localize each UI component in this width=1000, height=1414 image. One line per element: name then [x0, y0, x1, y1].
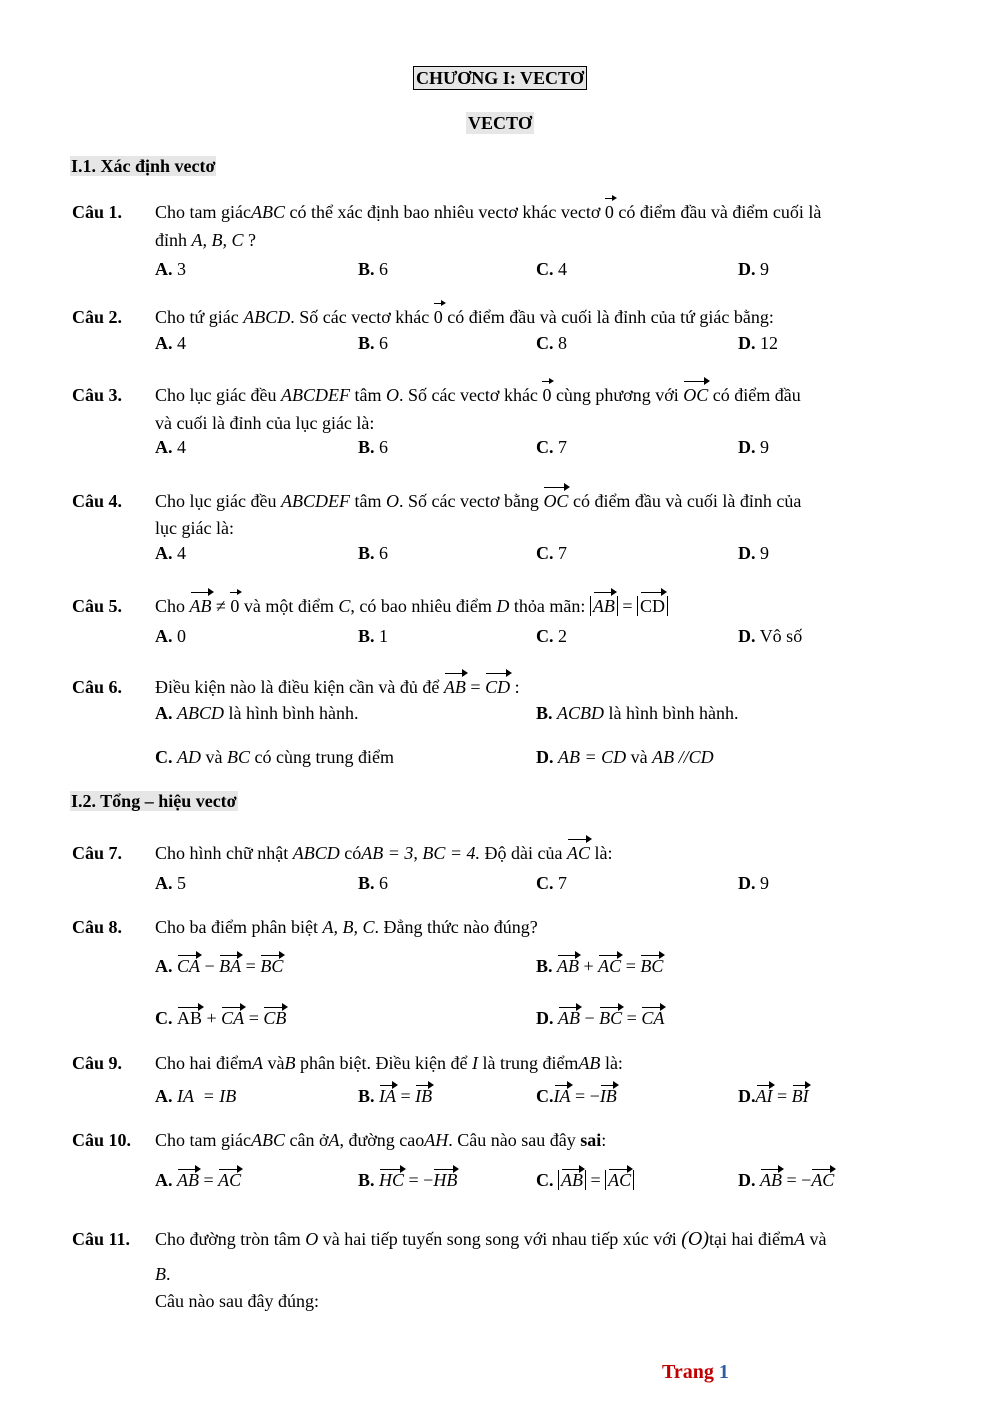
- option-key: B.: [358, 626, 375, 646]
- option-value: 0: [177, 626, 186, 646]
- math: IA = IB: [177, 1086, 237, 1106]
- question-stem-line2: [155, 227, 256, 253]
- text: cân ở: [289, 1130, 329, 1150]
- vector: AB: [190, 593, 212, 619]
- answer-option: [536, 956, 663, 977]
- option-key: D.: [738, 1170, 756, 1190]
- option-value: 7: [558, 437, 567, 457]
- text: . Đẳng thức nào đúng?: [374, 917, 538, 937]
- text: Cho ba điểm phân biệt: [155, 917, 318, 937]
- question-label: Câu 9.: [72, 1053, 123, 1073]
- option-key: C.: [536, 259, 554, 279]
- math: AB //CD: [652, 747, 714, 767]
- math: ABCD: [243, 307, 291, 327]
- math: ABC: [250, 1130, 285, 1150]
- question-stem: [155, 674, 520, 700]
- vector: CD: [640, 593, 665, 619]
- answer-option: [358, 437, 388, 458]
- section-title: I.2. Tổng – hiệu vectơ: [71, 791, 237, 811]
- option-key: C.: [536, 626, 554, 646]
- option-key: B.: [358, 333, 375, 353]
- text: là:: [594, 843, 613, 863]
- option-key: B.: [358, 1170, 375, 1190]
- text: . Số các vectơ bằng: [398, 491, 539, 511]
- vector: AB: [558, 1008, 580, 1028]
- option-value: 6: [379, 873, 389, 893]
- answer-option: [358, 259, 388, 280]
- question-stem-line3: Câu nào sau đây đúng:: [155, 1291, 319, 1311]
- option-key: B.: [358, 437, 375, 457]
- answer-option: [536, 543, 567, 564]
- symbol: −: [204, 956, 215, 976]
- zero-vector: 0: [434, 304, 443, 330]
- text: ?: [248, 230, 257, 250]
- math: AH: [424, 1130, 449, 1150]
- answer-option: [536, 1086, 617, 1107]
- vector: BC: [599, 1008, 623, 1028]
- symbol: = −: [408, 1170, 434, 1190]
- option-key: C.: [536, 333, 554, 353]
- option-key: D.: [738, 626, 756, 646]
- text: và hai tiếp tuyến song song với nhau tiếp xúc với: [322, 1229, 677, 1249]
- option-key: A.: [155, 437, 173, 457]
- vector: OC: [683, 382, 708, 408]
- question-label: Câu 4.: [72, 491, 123, 511]
- answer-option: [155, 703, 358, 724]
- option-key: B.: [358, 1086, 375, 1106]
- vector: AB: [557, 956, 580, 976]
- answer-option: [155, 333, 186, 354]
- math: B: [284, 1053, 296, 1073]
- option-key: D.: [738, 333, 756, 353]
- math: ABC: [250, 202, 285, 222]
- answer-option: [155, 747, 394, 768]
- question-stem: [155, 1050, 623, 1076]
- math: B: [155, 1264, 166, 1284]
- answer-option: [536, 703, 739, 724]
- text: Điều kiện nào là điều kiện cần và đủ để: [155, 677, 440, 697]
- vector: AC: [567, 840, 590, 866]
- vector: BI: [791, 1086, 809, 1106]
- option-key: B.: [358, 543, 375, 563]
- option-key: C.: [536, 1170, 554, 1190]
- answer-option: [155, 626, 186, 647]
- text: là trung điểm: [482, 1053, 579, 1073]
- page-number-label: Trang: [662, 1361, 714, 1383]
- option-key: A.: [155, 1170, 173, 1190]
- vector: IA: [379, 1086, 397, 1106]
- text: . Số các vectơ khác: [398, 385, 538, 405]
- text: , đường cao: [339, 1130, 425, 1150]
- option-value: 9: [760, 543, 769, 563]
- vector: BA: [219, 956, 242, 976]
- page-number: [662, 1361, 729, 1384]
- symbol: = −: [575, 1086, 600, 1106]
- math: A, B, C: [191, 230, 244, 250]
- question-stem: [155, 488, 801, 514]
- symbol: =: [625, 956, 636, 976]
- option-key: A.: [155, 956, 173, 976]
- question-stem: [155, 199, 821, 225]
- symbol: =: [245, 956, 256, 976]
- text: tâm: [354, 491, 382, 511]
- question-label: Câu 2.: [72, 307, 123, 327]
- text: Cho tứ giác: [155, 307, 239, 327]
- answer-option: [536, 1008, 664, 1029]
- text: đỉnh: [155, 230, 188, 250]
- answer-option: [738, 1086, 809, 1107]
- option-value: 5: [177, 873, 186, 893]
- option-key: A.: [155, 626, 173, 646]
- math: (O): [681, 1228, 710, 1250]
- text: Cho lục giác đều: [155, 385, 277, 405]
- math: AB = 3, BC = 4.: [361, 843, 481, 863]
- text: có điểm đầu và điểm cuối là: [618, 202, 822, 222]
- text: Cho tam giác: [155, 202, 251, 222]
- option-value: 6: [379, 437, 389, 457]
- section-title: I.1. Xác định vectơ: [71, 156, 216, 176]
- text: Cho đường tròn tâm: [155, 1229, 301, 1249]
- option-key: A.: [155, 873, 173, 893]
- vector: IB: [415, 1086, 433, 1106]
- vector: BC: [640, 956, 664, 976]
- option-value: 12: [760, 333, 778, 353]
- option-key: D.: [738, 873, 756, 893]
- answer-option: [358, 1086, 432, 1107]
- answer-option: [155, 873, 186, 894]
- math: ABCD: [292, 843, 340, 863]
- question-stem: [155, 840, 613, 866]
- option-key: A.: [155, 543, 173, 563]
- answer-option: [536, 873, 567, 894]
- text: Cho hình chữ nhật: [155, 843, 289, 863]
- answer-option: [358, 626, 388, 647]
- question-stem-line2: và cuối là đỉnh của lục giác là:: [155, 413, 375, 433]
- absolute-value: [605, 1170, 634, 1190]
- math: ABCD: [177, 703, 224, 723]
- answer-option: [155, 543, 186, 564]
- zero-vector: 0: [605, 199, 614, 225]
- symbol: =: [470, 677, 481, 697]
- vector: IA: [553, 1086, 571, 1106]
- answer-option: [155, 437, 186, 458]
- option-key: D.: [738, 437, 756, 457]
- text: có điểm đầu và cuối là đỉnh của: [572, 491, 802, 511]
- section-heading-2: [70, 790, 238, 812]
- vector: AC: [218, 1170, 242, 1190]
- option-key: C.: [536, 437, 554, 457]
- symbol: =: [626, 1008, 637, 1028]
- text: và: [809, 1229, 827, 1249]
- vector: OC: [543, 488, 568, 514]
- answer-option: [155, 956, 283, 977]
- vector: AC: [598, 956, 622, 976]
- option-key: A.: [155, 259, 173, 279]
- vector: AB: [760, 1170, 782, 1190]
- question-label: Câu 6.: [72, 677, 123, 697]
- symbol: =: [248, 1008, 259, 1028]
- answer-option: [536, 747, 714, 768]
- subtitle-wrap: [0, 112, 1000, 134]
- option-value: 7: [558, 543, 567, 563]
- question-stem-line2: [155, 1261, 171, 1287]
- absolute-value: [558, 1170, 586, 1190]
- answer-option: [358, 873, 388, 894]
- option-key: C.: [155, 1008, 173, 1028]
- math: C: [338, 596, 351, 616]
- symbol: = −: [786, 1170, 812, 1190]
- vector: BC: [260, 956, 284, 976]
- option-key: D.: [738, 1086, 756, 1106]
- option-value: là hình bình hành.: [228, 703, 359, 723]
- text: Cho hai điểm: [155, 1053, 252, 1073]
- vector: AC: [811, 1170, 835, 1190]
- option-value: 6: [379, 543, 389, 563]
- option-key: D.: [536, 1008, 554, 1028]
- vector: AI: [755, 1086, 773, 1106]
- text: thỏa mãn:: [513, 596, 586, 616]
- text: phân biệt. Điều kiện để: [300, 1053, 468, 1073]
- answer-option: [738, 626, 802, 647]
- option-key: C.: [536, 543, 554, 563]
- page-number-value: 1: [718, 1361, 729, 1383]
- text: là:: [604, 1053, 623, 1073]
- question-stem-line2: lục giác là:: [155, 518, 234, 538]
- option-value: 1: [379, 626, 389, 646]
- question-stem: [155, 382, 801, 408]
- answer-option: [155, 1008, 286, 1029]
- text: có: [344, 843, 362, 863]
- option-value: 4: [177, 333, 186, 353]
- question-label: Câu 5.: [72, 596, 123, 616]
- answer-option: [738, 1170, 834, 1191]
- option-value: 6: [379, 259, 389, 279]
- question-stem: [155, 1226, 827, 1252]
- vector: HB: [433, 1170, 458, 1190]
- answer-option: [358, 333, 388, 354]
- math: A: [252, 1053, 263, 1073]
- vector: AB: [177, 1170, 199, 1190]
- math: AB = CD: [558, 747, 627, 767]
- symbol: +: [206, 1008, 217, 1028]
- math: I: [471, 1053, 478, 1073]
- math: AB: [578, 1053, 601, 1073]
- text: có thể xác định bao nhiêu vectơ khác vectơ: [289, 202, 601, 222]
- math: O: [305, 1229, 319, 1249]
- vector: AB: [593, 593, 615, 619]
- text: Cho lục giác đều: [155, 491, 277, 511]
- option-value: 4: [177, 543, 186, 563]
- vector: AB: [444, 674, 466, 700]
- option-value: 9: [760, 437, 769, 457]
- answer-option: [358, 1170, 457, 1191]
- text: .: [166, 1264, 171, 1284]
- vector: CA: [177, 956, 201, 976]
- symbol: =: [203, 1170, 214, 1190]
- math: BC: [227, 747, 251, 767]
- symbol: ≠: [216, 596, 226, 616]
- math: D: [496, 596, 510, 616]
- question-label: Câu 8.: [72, 917, 123, 937]
- page-subtitle: VECTƠ: [467, 113, 532, 133]
- text: :: [514, 677, 520, 697]
- symbol: =: [400, 1086, 411, 1106]
- vector: CD: [485, 674, 510, 700]
- option-key: A.: [155, 703, 173, 723]
- option-key: A.: [155, 1086, 173, 1106]
- question-label: Câu 11.: [72, 1229, 131, 1249]
- text: tại hai điểm: [709, 1229, 795, 1249]
- chapter-title-wrap: [0, 66, 1000, 90]
- option-value: 4: [177, 437, 186, 457]
- text: cùng phương với: [555, 385, 679, 405]
- emphasis-text: sai: [580, 1130, 602, 1150]
- symbol: −: [584, 1008, 595, 1028]
- answer-option: [536, 259, 567, 280]
- vector: CB: [263, 1008, 287, 1028]
- option-value: 8: [558, 333, 567, 353]
- option-key: B.: [358, 873, 375, 893]
- text: và: [630, 747, 648, 767]
- question-label: Câu 3.: [72, 385, 123, 405]
- answer-option: [155, 1170, 241, 1191]
- text: Độ dài của: [484, 843, 563, 863]
- question-label: Câu 7.: [72, 843, 123, 863]
- option-value: 9: [760, 259, 769, 279]
- option-key: D.: [738, 259, 756, 279]
- text: có điểm đầu: [712, 385, 801, 405]
- vector: AB: [561, 1170, 583, 1190]
- vector: CA: [221, 1008, 245, 1028]
- question-stem: [155, 304, 774, 330]
- option-key: B.: [358, 259, 375, 279]
- option-key: C.: [155, 747, 173, 767]
- option-value: 4: [558, 259, 567, 279]
- math: ABCDEF: [280, 385, 350, 405]
- math: ABCDEF: [280, 491, 350, 511]
- text: có điểm đầu và cuối là đỉnh của tứ giác bằng:: [447, 307, 774, 327]
- option-value: 3: [177, 259, 186, 279]
- answer-option: [536, 626, 567, 647]
- option-key: B.: [536, 956, 553, 976]
- math: A: [328, 1130, 340, 1150]
- text: . Câu nào sau đây: [448, 1130, 576, 1150]
- option-key: C.: [536, 1086, 554, 1106]
- vector: AC: [608, 1170, 632, 1190]
- math: ACBD: [557, 703, 605, 723]
- answer-option: [536, 1170, 634, 1191]
- text: Cho tam giác: [155, 1130, 251, 1150]
- option-value: 9: [760, 873, 769, 893]
- option-value: 2: [558, 626, 567, 646]
- vector: AB: [177, 1008, 203, 1028]
- symbol: =: [590, 1170, 601, 1190]
- answer-option: [738, 873, 769, 894]
- option-key: B.: [536, 703, 553, 723]
- question-stem: [155, 914, 538, 940]
- math: A, B, C: [322, 917, 375, 937]
- text: Cho: [155, 596, 186, 616]
- option-value: 7: [558, 873, 567, 893]
- option-value: có cùng trung điểm: [254, 747, 394, 767]
- answer-option: [738, 437, 769, 458]
- answer-option: [155, 1086, 236, 1107]
- text: và một điểm: [243, 596, 334, 616]
- question-stem: [155, 593, 668, 619]
- answer-option: [738, 333, 778, 354]
- symbol: =: [777, 1086, 788, 1106]
- chapter-title: CHƯƠNG I: VECTƠ: [413, 66, 587, 90]
- vector: CA: [641, 1008, 665, 1028]
- answer-option: [738, 543, 769, 564]
- question-label: Câu 1.: [72, 202, 123, 222]
- section-heading-1: [70, 155, 216, 177]
- option-key: D.: [738, 543, 756, 563]
- text: và: [267, 1053, 285, 1073]
- math: AD: [177, 747, 201, 767]
- absolute-value: [637, 596, 668, 616]
- zero-vector: 0: [230, 593, 239, 619]
- option-key: C.: [536, 873, 554, 893]
- text: tâm: [354, 385, 382, 405]
- option-value: 6: [379, 333, 389, 353]
- text: và: [205, 747, 223, 767]
- vector: IB: [599, 1086, 617, 1106]
- math: A: [794, 1229, 806, 1249]
- text: . Số các vectơ khác: [290, 307, 430, 327]
- answer-option: [358, 543, 388, 564]
- absolute-value: [590, 596, 618, 616]
- option-key: D.: [536, 747, 554, 767]
- symbol: +: [583, 956, 594, 976]
- math: O: [385, 491, 399, 511]
- option-value: là hình bình hành.: [608, 703, 739, 723]
- option-key: A.: [155, 333, 173, 353]
- zero-vector: 0: [542, 382, 551, 408]
- question-stem: Cho tam giácABC cân ởA, đường caoAH. Câu nào sau đây sai:: [155, 1130, 607, 1150]
- answer-option: [536, 437, 567, 458]
- question-label: Câu 10.: [72, 1130, 132, 1150]
- answer-option: [155, 259, 186, 280]
- math: O: [385, 385, 399, 405]
- vector: HC: [379, 1170, 405, 1190]
- symbol: =: [622, 596, 633, 616]
- text: , có bao nhiêu điểm: [350, 596, 492, 616]
- option-value: Vô số: [759, 626, 803, 646]
- answer-option: [536, 333, 567, 354]
- answer-option: [738, 259, 769, 280]
